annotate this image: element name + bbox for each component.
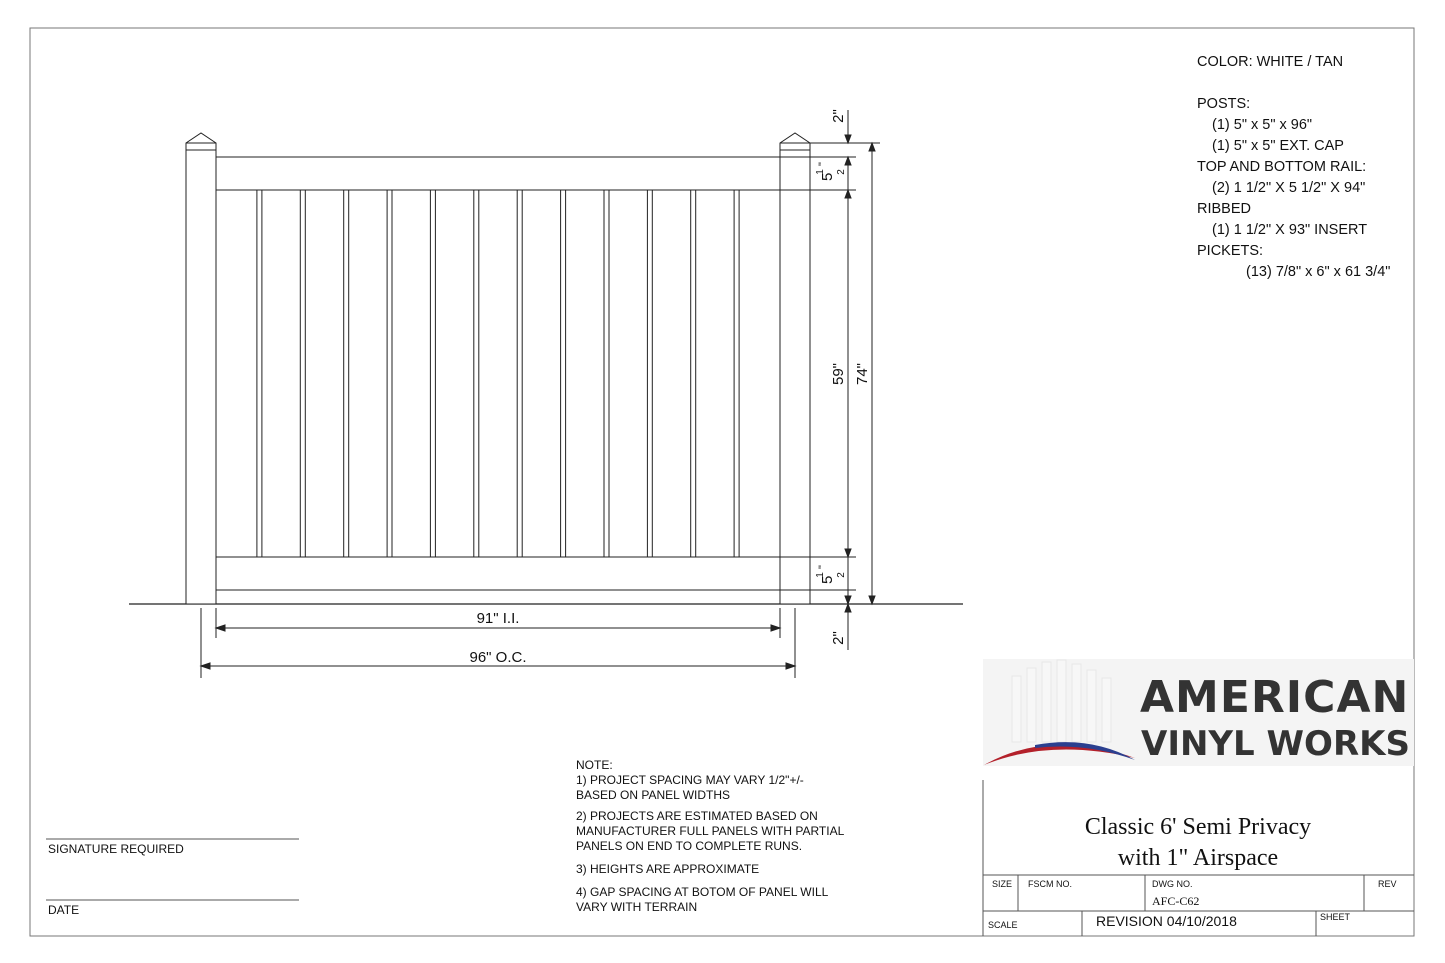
spec-rail-heading: TOP AND BOTTOM RAIL: <box>1197 159 1367 175</box>
note-4-line-1: 4) GAP SPACING AT BOTOM OF PANEL WILL <box>576 885 829 899</box>
dim-picket-height: 59" <box>830 362 847 386</box>
left-post-cap <box>186 133 216 150</box>
note-3 <box>576 862 844 877</box>
picket <box>739 190 780 557</box>
dim-rail-bottom: 5 <box>819 575 836 584</box>
picket <box>696 190 734 557</box>
title-line-2: with 1" Airspace <box>1117 845 1279 871</box>
fscm-label: FSCM NO. <box>1028 879 1072 889</box>
dim-rail-top-num: 1 <box>815 169 826 175</box>
dim-bottom-gap: 2" <box>830 631 847 645</box>
note-1-line-1: 1) PROJECT SPACING MAY VARY 1/2"+/- <box>576 773 804 787</box>
spec-posts-line-1: (1) 5" x 5" x 96" <box>1212 117 1313 133</box>
pickets <box>216 190 780 557</box>
picket <box>305 190 343 557</box>
note-2 <box>576 809 844 854</box>
picket <box>479 190 517 557</box>
picket <box>522 190 560 557</box>
size-label: SIZE <box>992 879 1013 889</box>
spec-rail-line-1: (2) 1 1/2" X 5 1/2" X 94" <box>1212 180 1366 196</box>
note-2-line-1: 2) PROJECTS ARE ESTIMATED BASED ON <box>576 809 818 823</box>
spec-color: COLOR: WHITE / TAN <box>1197 54 1344 70</box>
date-label: DATE <box>48 903 80 917</box>
picket <box>609 190 647 557</box>
note-3-line-1: 3) HEIGHTS ARE APPROXIMATE <box>576 862 760 876</box>
spec-posts-line-2: (1) 5" x 5" EXT. CAP <box>1212 138 1344 154</box>
signature-label: SIGNATURE REQUIRED <box>48 842 184 856</box>
notes-heading: NOTE: <box>576 758 613 772</box>
dwg-label: DWG NO. <box>1152 879 1193 889</box>
spec-pickets-line-1: (13) 7/8" x 6" x 61 3/4" <box>1246 264 1391 280</box>
dim-rail-top-inch: " <box>817 162 829 166</box>
picket <box>392 190 430 557</box>
dim-inside-width: 91" I.I. <box>476 610 520 627</box>
spec-ribbed-heading: RIBBED <box>1197 201 1251 217</box>
picket <box>566 190 604 557</box>
title-line-1: Classic 6' Semi Privacy <box>1084 814 1312 840</box>
picket <box>652 190 690 557</box>
company-logo <box>983 659 1414 766</box>
logo-line2: VINYL WORKS <box>1141 724 1410 764</box>
picket <box>216 190 257 557</box>
bottom-rail <box>216 557 780 590</box>
revision-date: REVISION 04/10/2018 <box>1096 913 1237 929</box>
dim-top-gap: 2" <box>830 109 847 123</box>
right-post-cap <box>780 133 810 150</box>
dim-center-width: 96" O.C. <box>469 649 527 666</box>
drawing-title <box>1000 812 1396 874</box>
material-specs <box>1197 52 1390 283</box>
dim-rail-top-den: 2 <box>836 169 847 175</box>
notes-block <box>576 758 844 915</box>
note-2-line-2: MANUFACTURER FULL PANELS WITH PARTIAL <box>576 824 845 838</box>
picket <box>349 190 387 557</box>
dim-overall-height: 74" <box>854 362 871 386</box>
logo-line1: AMERICAN <box>1140 672 1410 723</box>
top-rail <box>216 157 780 190</box>
left-post <box>186 150 216 604</box>
note-1 <box>576 773 844 803</box>
dim-rail-bottom-num: 1 <box>815 572 826 578</box>
sheet-label: SHEET <box>1320 912 1351 922</box>
note-1-line-2: BASED ON PANEL WIDTHS <box>576 788 731 802</box>
spec-posts-heading: POSTS: <box>1197 96 1251 112</box>
dim-rail-top: 5 <box>819 172 836 181</box>
picket <box>435 190 473 557</box>
spec-pickets-heading: PICKETS: <box>1197 243 1264 259</box>
spec-ribbed-line-1: (1) 1 1/2" X 93" INSERT <box>1212 222 1368 238</box>
dim-rail-bottom-den: 2 <box>836 572 847 578</box>
note-4-line-2: VARY WITH TERRAIN <box>576 900 698 914</box>
dim-rail-bottom-inch: " <box>817 565 829 569</box>
picket <box>262 190 300 557</box>
note-2-line-3: PANELS ON END TO COMPLETE RUNS. <box>576 839 803 853</box>
rev-label: REV <box>1378 879 1397 889</box>
note-4 <box>576 885 844 915</box>
scale-label: SCALE <box>988 920 1018 930</box>
right-post <box>780 150 810 604</box>
dwg-number: AFC-C62 <box>1152 894 1200 908</box>
